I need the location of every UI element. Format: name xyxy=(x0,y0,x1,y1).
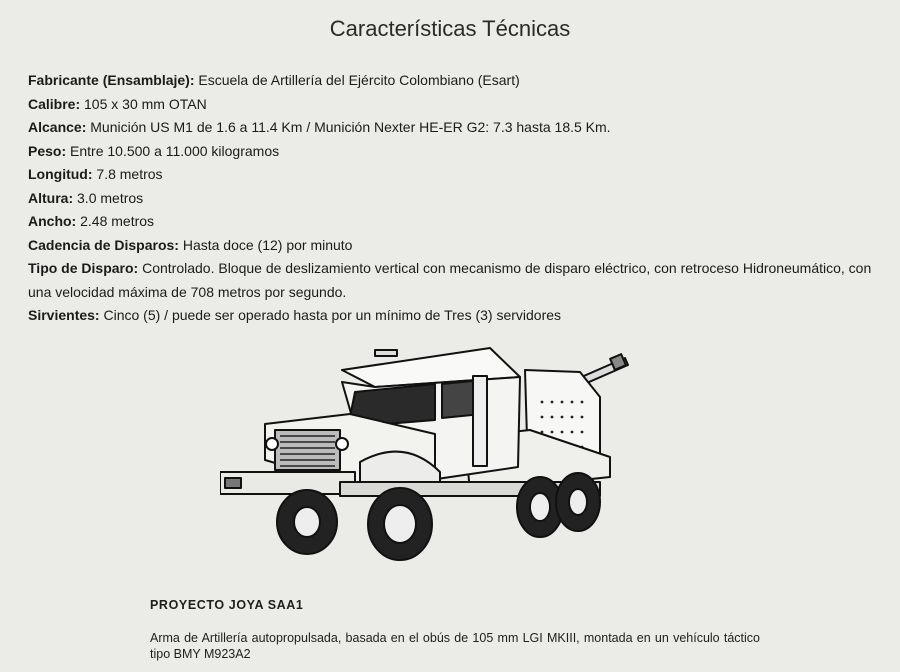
spec-value: Escuela de Artillería del Ejército Colombiano (Esart) xyxy=(198,72,520,88)
spec-peso xyxy=(28,140,878,164)
spec-value: 105 x 30 mm OTAN xyxy=(84,95,207,112)
spec-cadencia xyxy=(28,234,878,258)
project-description: Arma de Artillería autopropulsada, basada en el obús de 105 mm LGI MKIII, montada en un vehículo táctico tipo BMY M923A2 xyxy=(150,631,760,661)
spec-label: Tipo de Disparo: xyxy=(28,260,139,276)
spec-tipo-disparo xyxy=(28,257,878,304)
spec-label: Calibre: xyxy=(28,95,81,112)
radiator-grille xyxy=(266,430,348,470)
spec-label: Alcance: xyxy=(28,119,87,135)
spec-value: Munición US M1 de 1.6 a 11.4 Km / Munición Nexter HE-ER G2: 7.3 hasta 18.5 Km. xyxy=(90,119,611,135)
spec-value: 7.8 metros xyxy=(96,166,163,182)
spec-label: Ancho: xyxy=(28,213,77,229)
spec-sirvientes xyxy=(28,304,878,328)
specs-list xyxy=(28,69,878,328)
spec-calibre xyxy=(28,93,878,117)
spec-value: 2.48 metros xyxy=(80,213,155,229)
spec-value: Hasta doce (12) por minuto xyxy=(182,236,353,253)
spec-alcance xyxy=(28,116,878,140)
spec-label: Peso: xyxy=(28,142,67,159)
spec-fabricante xyxy=(28,69,878,93)
spec-value: Entre 10.500 a 11.000 kilogramos xyxy=(70,142,280,159)
spec-value: Controlado. Bloque de deslizamiento vertical con mecanismo de disparo eléctrico, con retroceso Hidroneumático, con una velocidad máxima de 708 metros por segundo. xyxy=(28,260,872,300)
spec-longitud xyxy=(28,163,878,187)
front-right-wheel xyxy=(368,488,432,560)
spec-label: Fabricante (Ensamblaje): xyxy=(28,72,195,88)
spec-label: Cadencia de Disparos: xyxy=(28,236,179,253)
spec-label: Sirvientes: xyxy=(28,307,100,323)
project-title: PROYECTO JOYA SAA1 xyxy=(150,598,304,612)
front-left-wheel xyxy=(277,490,337,554)
spec-label: Longitud: xyxy=(28,166,93,182)
spec-value: 3.0 metros xyxy=(77,189,144,206)
rear-wheel-2 xyxy=(556,473,600,531)
spec-ancho xyxy=(28,210,878,234)
truck-illustration xyxy=(220,342,630,567)
page-title: Características Técnicas xyxy=(329,16,571,41)
spec-value: Cinco (5) / puede ser operado hasta por un mínimo de Tres (3) servidores xyxy=(103,307,562,323)
spec-label: Altura: xyxy=(28,189,74,206)
spec-altura xyxy=(28,187,878,211)
exhaust-stack xyxy=(473,376,487,466)
